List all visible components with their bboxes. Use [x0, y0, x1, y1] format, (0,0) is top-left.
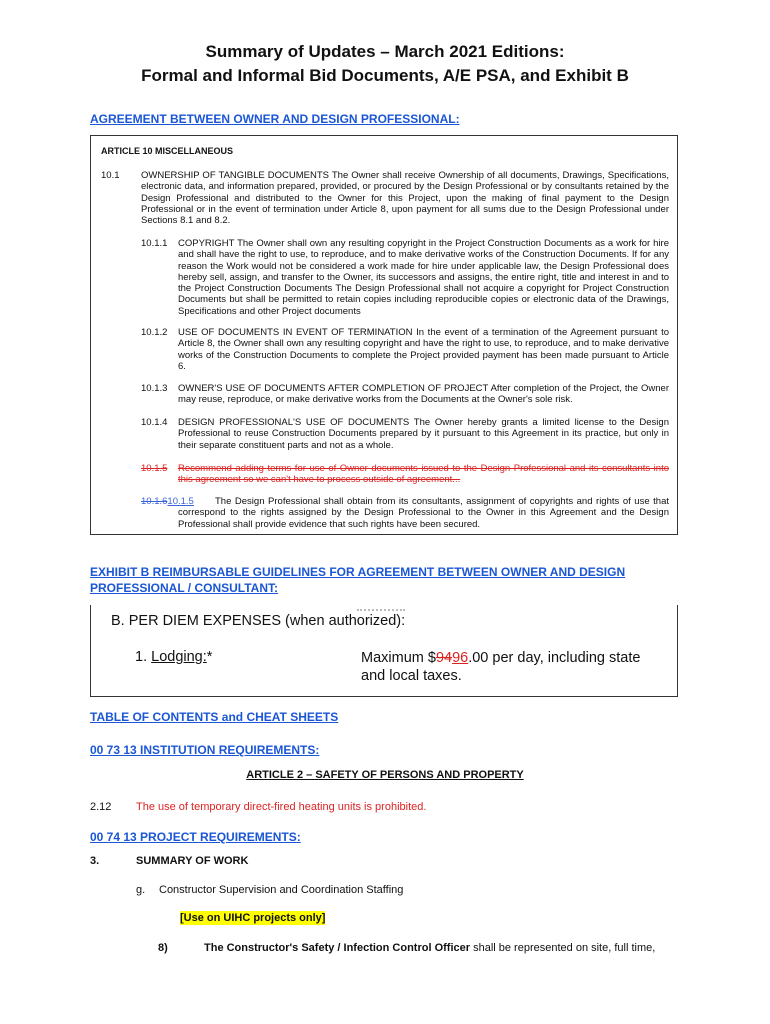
item-g-number: g. — [136, 884, 146, 896]
project-requirements-heading: 00 74 13 PROJECT REQUIREMENTS: — [90, 830, 301, 844]
para-10-1-3: OWNER'S USE OF DOCUMENTS AFTER COMPLETION OF PROJECT After completion of the Project, the Owner may reuse, reproduce, or make derivative works from the Documents at the Owner's sole risk. — [178, 383, 669, 406]
lodging-maximum — [361, 649, 661, 685]
section-3-number: 3. — [90, 855, 100, 867]
page-title-line2: Formal and Informal Bid Documents, A/E PSA, and Exhibit B — [141, 66, 629, 85]
para-10-1-1: COPYRIGHT The Owner shall own any resulting copyright in the Project Construction Documents as a work for hire and shall have the right to use, to reproduce, and to make derivative works of the Construction Documents. If for any reason the Work would not be considered a work made for hire under applicable law, the Design Professional does hereby sell, assign, and transfer to the Owner, its successors and assigns, the entire right, title and interest in and to the Project Construction Documents The Design Professional shall not acquire a copyright for Project Construction Documents but shall be permitted to retain copies including reproducible copies or electronic data of the Drawings, Specifications and other Project documents — [178, 238, 669, 317]
item-g-text: Constructor Supervision and Coordination Staffing — [159, 884, 404, 896]
article-heading: ARTICLE 10 MISCELLANEOUS — [101, 146, 234, 156]
item-8-text — [204, 941, 655, 955]
summary-of-work-heading: SUMMARY OF WORK — [136, 855, 249, 867]
lodging-number: 1. — [135, 649, 148, 665]
para-2-12-text: The use of temporary direct-fired heating units is prohibited. — [136, 801, 427, 813]
exhibit-b-heading-line2: PROFESSIONAL / CONSULTANT: — [90, 581, 279, 595]
per-diem-heading: B. PER DIEM EXPENSES (when authorized): — [111, 613, 406, 629]
agreement-heading: AGREEMENT BETWEEN OWNER AND DESIGN PROFESSIONAL: — [90, 112, 460, 126]
para-10-1-4: DESIGN PROFESSIONAL'S USE OF DOCUMENTS The Owner hereby grants a limited license to the Design Professional to reuse Construction Documents prepared by it pursuant to this Agreement in its practice, but only in their separate constituent parts and not as a whole. — [178, 417, 669, 451]
article2-heading: ARTICLE 2 – SAFETY OF PERSONS AND PROPERTY — [246, 769, 524, 781]
lodging-label — [135, 649, 212, 665]
max-suffix: .00 per day, including state and local taxes. — [361, 650, 641, 684]
per-diem-box — [90, 605, 678, 697]
exhibit-b-heading-line1: EXHIBIT B REIMBURSABLE GUIDELINES FOR AGREEMENT BETWEEN OWNER AND DESIGN — [90, 565, 626, 579]
old-amount: 94 — [435, 650, 453, 666]
uihc-note: [Use on UIHC projects only] — [180, 912, 326, 924]
para-number: 10.1 — [101, 170, 120, 181]
item-8-number: 8) — [158, 942, 168, 954]
article10-box — [90, 135, 678, 535]
asterisk: * — [206, 649, 213, 665]
lodging-text: Lodging: — [151, 649, 207, 665]
para-number: 10.1.3 — [141, 383, 168, 394]
para-number: 10.1.4 — [141, 417, 168, 428]
para-10-1: OWNERSHIP OF TANGIBLE DOCUMENTS The Owner shall receive Ownership of all documents, Drawings, Specifications, electronic data, and information prepared, provided, or procured by the Design Professional or by consultants retained by the Design Professional and distributed to the Owner for this Project, upon the making of final payment to the Design Professional or in the event of termination under Article 8, upon payment for all sums due to the Design Professional under Sections 8.1 and 8.2. — [141, 170, 669, 227]
max-prefix: Maximum $ — [361, 650, 436, 666]
old-number: 10.1.6 — [141, 496, 168, 507]
para-number: 10.1.2 — [141, 327, 168, 338]
toc-heading: TABLE OF CONTENTS and CHEAT SHEETS — [90, 710, 339, 724]
deleted-para-number: 10.1.5 — [141, 463, 168, 474]
para-10-1-5: The Design Professional shall obtain from its consultants, assignment of copyrights and rights of use that correspond to the rights assigned by the Design Professional to the Owner in this Agreement and the Design Professional shall provide evidence that such rights have been secured. — [178, 496, 669, 530]
para-10-1-2: USE OF DOCUMENTS IN EVENT OF TERMINATION In the event of a termination of the Agreement pursuant to Article 8, the Owner shall own any resulting copyright and have the right to use, to reproduce, and to make derivative works of the Construction Documents to complete the Project provided payment has been made pursuant to Article 6. — [178, 327, 669, 372]
item-8-bold: The Constructor's Safety / Infection Control Officer — [204, 942, 471, 954]
item-8-rest: shall be represented on site, full time, — [470, 942, 656, 954]
para-number: 10.1.1 — [141, 238, 168, 249]
page-title-line1: Summary of Updates – March 2021 Editions: — [205, 42, 565, 61]
new-number: 10.1.5 — [167, 496, 194, 507]
decorative-dotted-rule — [357, 609, 405, 611]
institution-requirements-heading: 00 73 13 INSTITUTION REQUIREMENTS: — [90, 743, 320, 757]
new-amount: 96 — [452, 650, 469, 666]
para-2-12-number: 2.12 — [90, 801, 112, 813]
deleted-para-10-1-5: Recommend adding terms for use of Owner documents issued to the Design Professional and its consultants into this agreement so we can't have to process outside of agreement... — [178, 463, 669, 486]
